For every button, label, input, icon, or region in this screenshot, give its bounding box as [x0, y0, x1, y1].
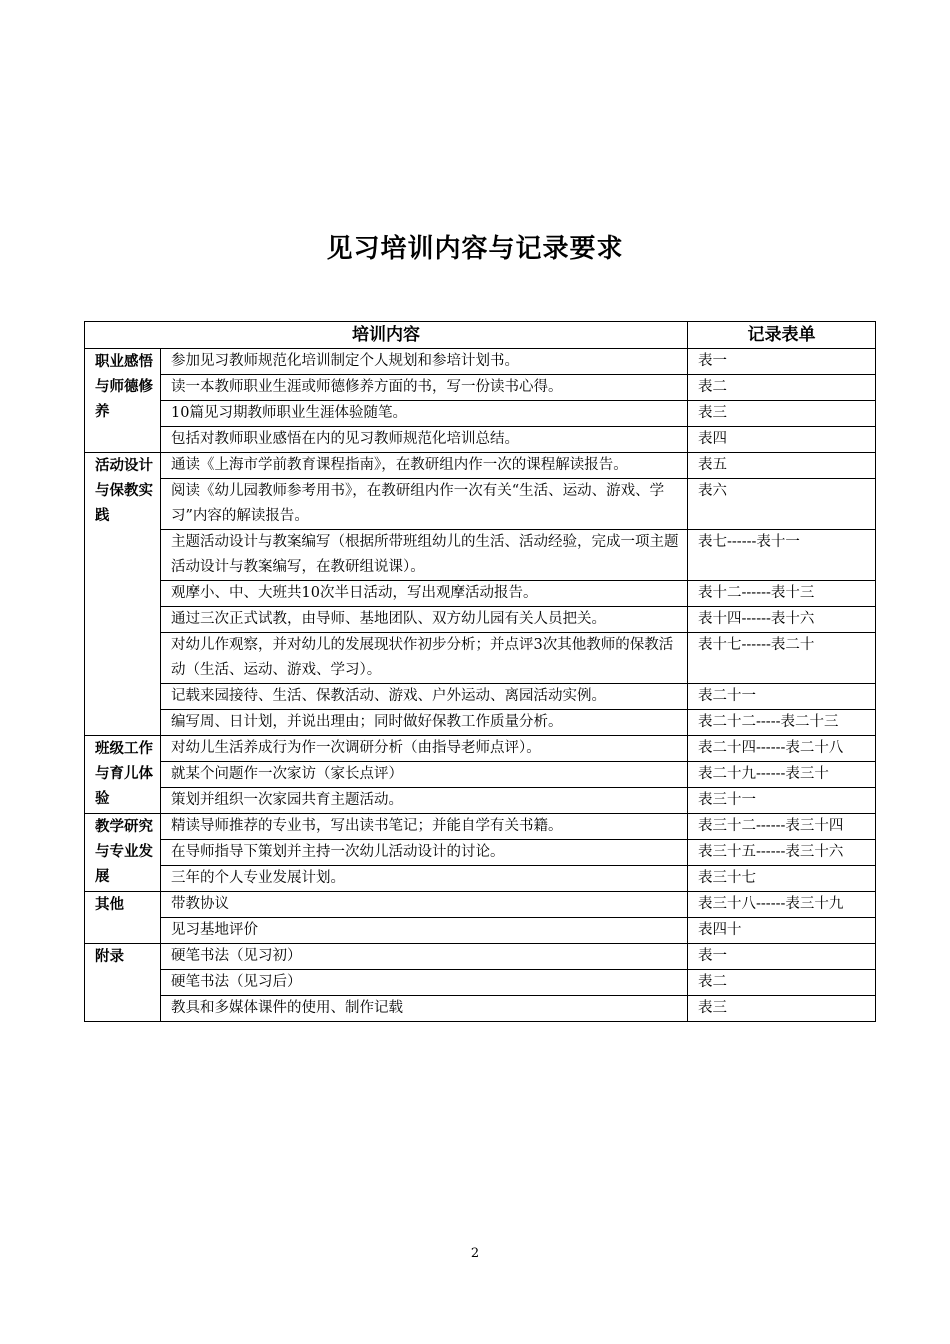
table-row	[85, 996, 876, 1022]
record-cell: 表三十五------表三十六	[688, 840, 876, 866]
table-row	[85, 762, 876, 788]
table-row	[85, 892, 876, 918]
record-cell: 表三十二------表三十四	[688, 814, 876, 840]
record-cell: 表二	[688, 375, 876, 401]
table-row	[85, 633, 876, 684]
table-row	[85, 375, 876, 401]
table-row	[85, 427, 876, 453]
table-row	[85, 530, 876, 581]
page-number: 2	[470, 1246, 480, 1261]
table-row	[85, 479, 876, 530]
content-cell: 编写周、日计划，并说出理由；同时做好保教工作质量分析。	[161, 710, 688, 736]
category-cell: 附录	[85, 944, 161, 1022]
content-cell: 教具和多媒体课件的使用、制作记载	[161, 996, 688, 1022]
table-row	[85, 970, 876, 996]
record-cell: 表二	[688, 970, 876, 996]
record-cell: 表一	[688, 944, 876, 970]
table-row	[85, 814, 876, 840]
record-cell: 表四	[688, 427, 876, 453]
content-cell: 就某个问题作一次家访（家长点评）	[161, 762, 688, 788]
record-cell: 表二十九------表三十	[688, 762, 876, 788]
table-row	[85, 710, 876, 736]
content-cell: 对幼儿作观察，并对幼儿的发展现状作初步分析；并点评3次其他教师的保教活动（生活、运动、游戏、学习）。	[161, 633, 688, 684]
content-cell: 带教协议	[161, 892, 688, 918]
content-cell: 通读《上海市学前教育课程指南》，在教研组内作一次的课程解读报告。	[161, 453, 688, 479]
record-cell: 表一	[688, 349, 876, 375]
header-record: 记录表单	[688, 322, 876, 349]
record-cell: 表十四------表十六	[688, 607, 876, 633]
content-cell: 策划并组织一次家园共育主题活动。	[161, 788, 688, 814]
content-cell: 10篇见习期教师职业生涯体验随笔。	[161, 401, 688, 427]
table-row	[85, 866, 876, 892]
content-cell: 通过三次正式试教，由导师、基地团队、双方幼儿园有关人员把关。	[161, 607, 688, 633]
record-cell: 表四十	[688, 918, 876, 944]
content-cell: 读一本教师职业生涯或师德修养方面的书，写一份读书心得。	[161, 375, 688, 401]
content-cell: 包括对教师职业感悟在内的见习教师规范化培训总结。	[161, 427, 688, 453]
category-cell: 教学研究与专业发展	[85, 814, 161, 892]
record-cell: 表二十二-----表二十三	[688, 710, 876, 736]
category-cell: 班级工作与育儿体验	[85, 736, 161, 814]
content-cell: 硬笔书法（见习初）	[161, 944, 688, 970]
record-cell: 表二十一	[688, 684, 876, 710]
table-row	[85, 401, 876, 427]
content-cell: 精读导师推荐的专业书，写出读书笔记；并能自学有关书籍。	[161, 814, 688, 840]
record-cell: 表三十七	[688, 866, 876, 892]
category-cell: 其他	[85, 892, 161, 944]
content-cell: 对幼儿生活养成行为作一次调研分析（由指导老师点评）。	[161, 736, 688, 762]
table-row	[85, 944, 876, 970]
content-cell: 阅读《幼儿园教师参考用书》，在教研组内作一次有关“生活、运动、游戏、学习”内容的解读报告。	[161, 479, 688, 530]
record-cell: 表二十四------表二十八	[688, 736, 876, 762]
table-body	[85, 349, 876, 1022]
content-cell: 观摩小、中、大班共10次半日活动，写出观摩活动报告。	[161, 581, 688, 607]
table-row	[85, 581, 876, 607]
training-table	[84, 321, 876, 1022]
table-row	[85, 736, 876, 762]
record-cell: 表三	[688, 401, 876, 427]
record-cell: 表三十一	[688, 788, 876, 814]
record-cell: 表十七------表二十	[688, 633, 876, 684]
content-cell: 在导师指导下策划并主持一次幼儿活动设计的讨论。	[161, 840, 688, 866]
table-row	[85, 918, 876, 944]
content-cell: 硬笔书法（见习后）	[161, 970, 688, 996]
record-cell: 表三	[688, 996, 876, 1022]
page-title: 见习培训内容与记录要求	[326, 234, 624, 264]
category-cell: 职业感悟与师德修养	[85, 349, 161, 453]
content-cell: 见习基地评价	[161, 918, 688, 944]
table-row	[85, 453, 876, 479]
record-cell: 表六	[688, 479, 876, 530]
table-row	[85, 349, 876, 375]
record-cell: 表三十八------表三十九	[688, 892, 876, 918]
header-content: 培训内容	[85, 322, 688, 349]
table-header-row	[85, 322, 876, 349]
table-row	[85, 684, 876, 710]
record-cell: 表五	[688, 453, 876, 479]
table-row	[85, 607, 876, 633]
record-cell: 表十二------表十三	[688, 581, 876, 607]
category-cell: 活动设计与保教实践	[85, 453, 161, 736]
content-cell: 主题活动设计与教案编写（根据所带班组幼儿的生活、活动经验，完成一项主题活动设计与教案编写，在教研组说课）。	[161, 530, 688, 581]
content-cell: 记载来园接待、生活、保教活动、游戏、户外运动、离园活动实例。	[161, 684, 688, 710]
content-cell: 参加见习教师规范化培训制定个人规划和参培计划书。	[161, 349, 688, 375]
record-cell: 表七------表十一	[688, 530, 876, 581]
table-row	[85, 840, 876, 866]
content-cell: 三年的个人专业发展计划。	[161, 866, 688, 892]
table-row	[85, 788, 876, 814]
